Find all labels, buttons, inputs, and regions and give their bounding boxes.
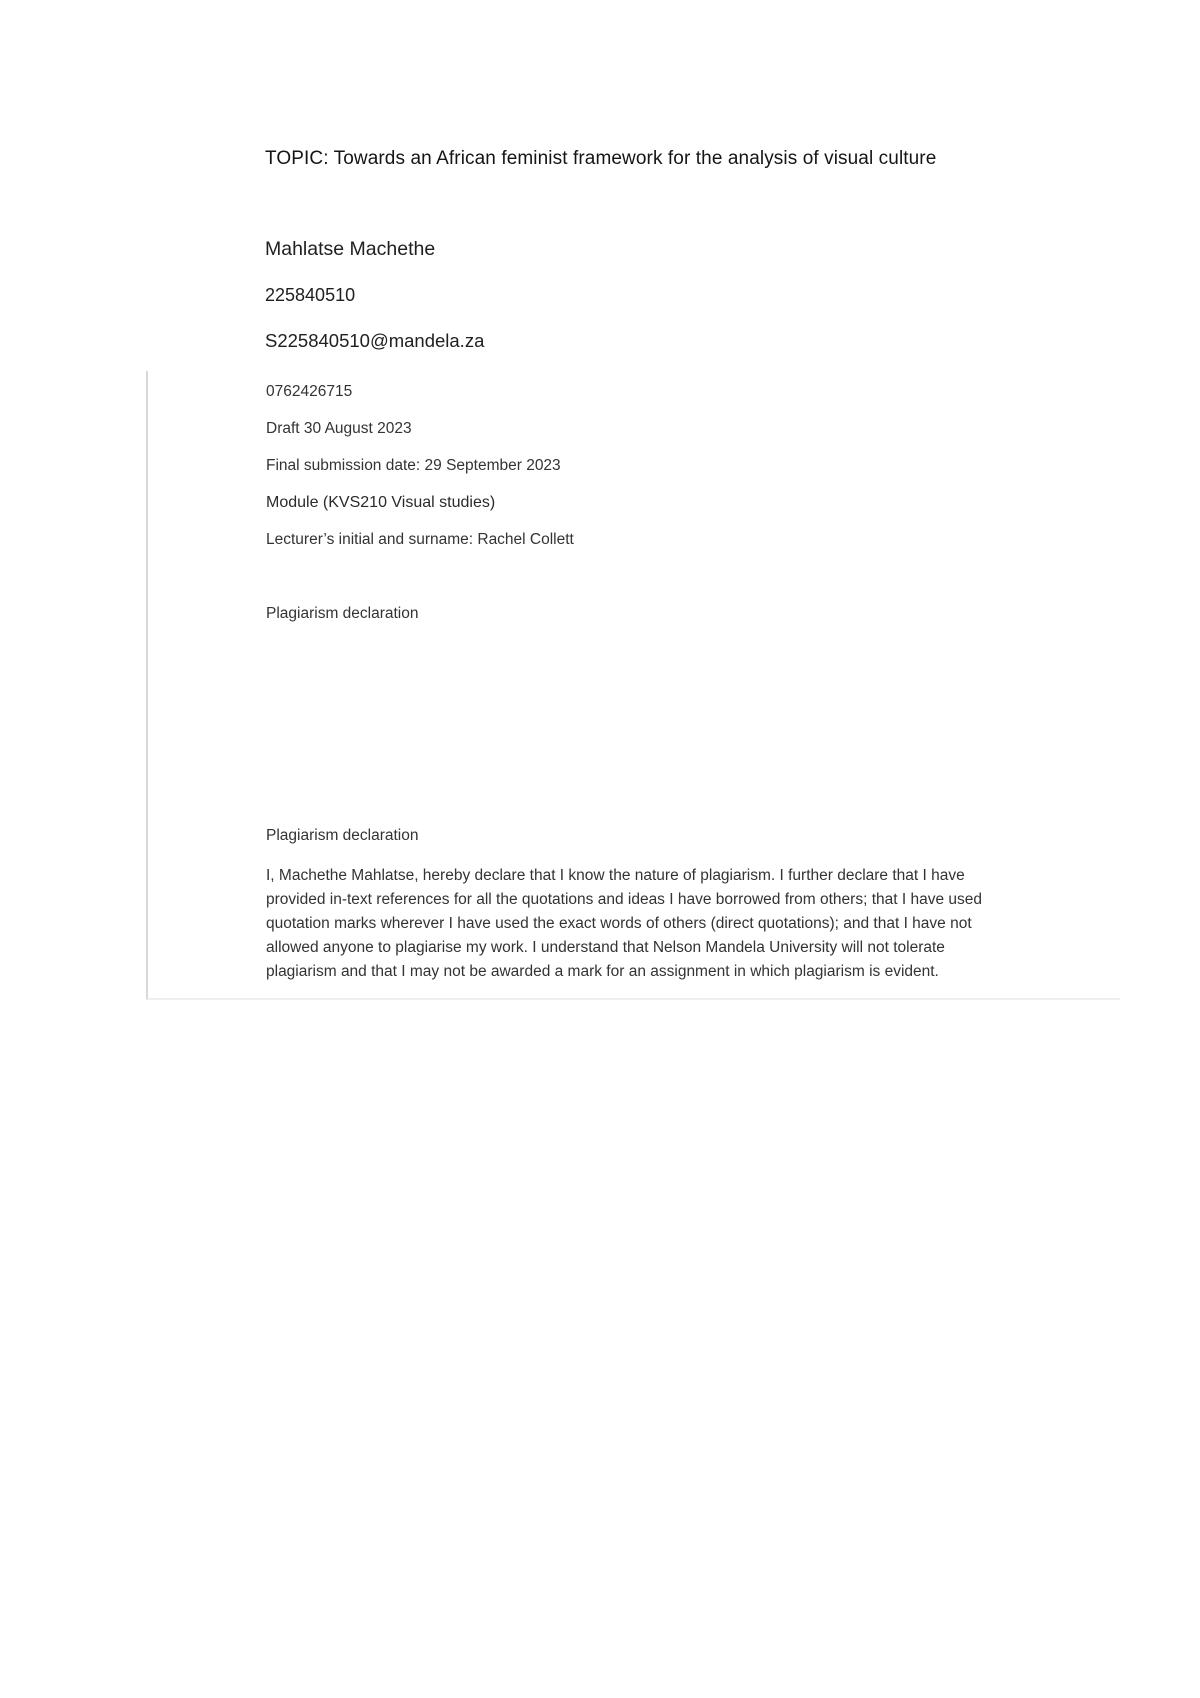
- lecturer-name: Lecturer’s initial and surname: Rachel Collett: [266, 531, 574, 548]
- plagiarism-declaration-text: I, Machethe Mahlatse, hereby declare that I know the nature of plagiarism. I further declare that I have provided in-text references for all the quotations and ideas I have borrowed from others; that I have used quotation marks wherever I have used the exact words of others (direct quotations); and that I have not allowed anyone to plagiarise my work. I understand that Nelson Mandela University will not tolerate plagiarism and that I may not be awarded a mark for an assignment in which plagiarism is evident.: [266, 867, 982, 980]
- document-topic: TOPIC: Towards an African feminist framework for the analysis of visual culture: [265, 148, 937, 169]
- plagiarism-heading-first: Plagiarism declaration: [266, 605, 419, 622]
- draft-date: Draft 30 August 2023: [266, 420, 412, 437]
- module-name: Module (KVS210 Visual studies): [266, 494, 496, 511]
- plagiarism-heading-second: Plagiarism declaration: [266, 827, 419, 844]
- student-email: S225840510@mandela.za: [265, 330, 485, 351]
- student-name: Mahlatse Machethe: [265, 238, 436, 260]
- student-number: 225840510: [265, 285, 356, 305]
- phone-number: 0762426715: [266, 383, 353, 400]
- final-submission-date: Final submission date: 29 September 2023: [266, 457, 561, 474]
- embedded-cover-details: [146, 371, 1120, 1000]
